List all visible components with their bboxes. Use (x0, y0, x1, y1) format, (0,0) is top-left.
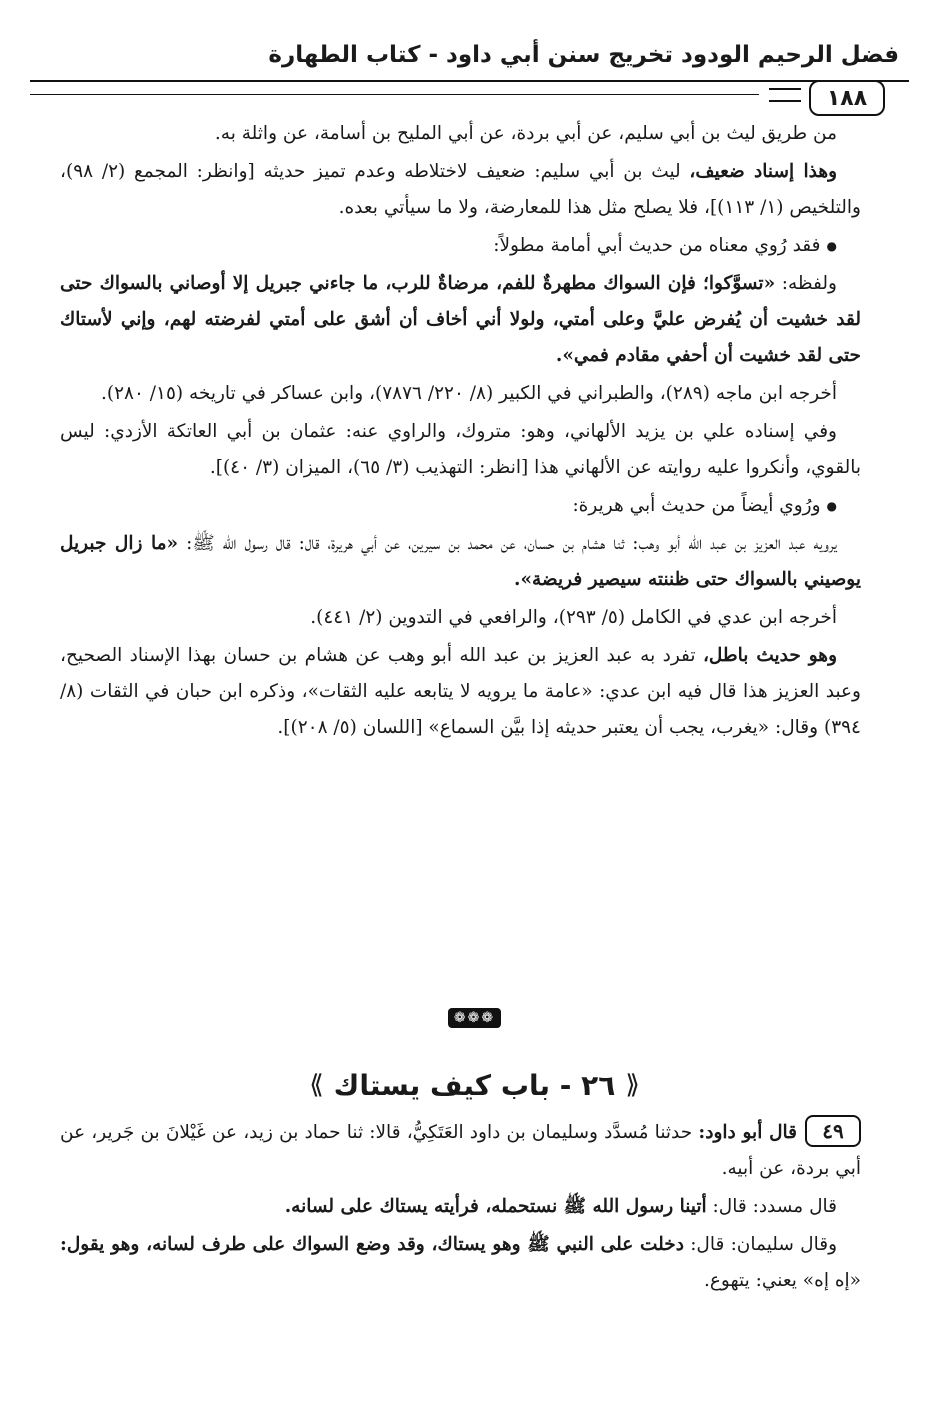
paragraph-4: أخرجه ابن ماجه (٢٨٩)، والطبراني في الكبير (٨/ ٢٢٠/ ٧٨٧٦)، وابن عساكر في تاريخه (١٥/ ٢٨٠). (100, 383, 837, 404)
flourish-left-icon: ⟫ (309, 1070, 324, 1100)
hadith-block (60, 1115, 861, 1301)
page-number-frame (769, 80, 909, 116)
paragraph-2 (60, 154, 861, 226)
hadith-line-2-intro: قال مسدد: قال: (706, 1196, 837, 1217)
chapter-heading (0, 1050, 949, 1120)
section-divider (0, 1006, 949, 1028)
paragraph-1: من طريق ليث بن أبي سليم، عن أبي بردة، عن أبي المليح بن أسامة، عن واثلة به. (214, 123, 837, 144)
paragraph-8 (60, 638, 861, 746)
paragraph-2-bold: وهذا إسناد ضعيف، (689, 161, 838, 182)
paragraph-6 (60, 526, 861, 598)
ornament-icon: ❁❁❁ (448, 1008, 501, 1028)
paragraph-3-bold: «تسوَّكوا؛ فإن السواك مطهرةٌ للفم، مرضاةٌ للرب، ما جاءني جبريل إلا أوصاني بالسواك حتى لقد خشيت أن يُفرض عليَّ وعلى أمتي، ولولا أني أخاف أن أشق على أمتي لفرضته لهم، وإني لأستاك حتى لقد خشيت أن أحفي مقادم فمي». (60, 273, 861, 366)
bullet-paragraph-2 (60, 488, 861, 524)
page-number: ١٨٨ (809, 80, 885, 116)
page-number-lines (769, 88, 801, 102)
bullet-paragraph-1 (60, 228, 861, 264)
hadith-line-1-rest: حدثنا مُسدَّد وسليمان بن داود العَتَكِيُّ، قالا: ثنا حماد بن زيد، عن غَيْلانَ بن جَرير، عن أبي بردة، عن أبيه. (60, 1122, 861, 1179)
paragraph-2-rest: ليث بن أبي سليم: ضعيف لاختلاطه وعدم تميز حديثه [وانظر: المجمع (٢/ ٩٨)، والتلخيص (١/ ١١٣)]، فلا يصلح مثل هذا للمعارضة، ولا ما سيأتي بعده. (60, 161, 861, 218)
chapter-heading-inner (299, 1069, 650, 1102)
header-rule-thin (30, 94, 759, 95)
paragraph-6-bold: «ما زال جبريل يوصيني بالسواك حتى ظننته سيصير فريضة». (60, 533, 861, 590)
hadith-line-1-bold: قال أبو داود: (698, 1122, 797, 1143)
hadith-line-3 (60, 1227, 861, 1299)
bullet-icon: ● (826, 499, 837, 513)
running-title: فضل الرحيم الودود تخريج سنن أبي داود - كتاب الطهارة (268, 42, 899, 68)
flourish-right-icon: ⟪ (625, 1070, 640, 1100)
paragraph-8-bold: وهو حديث باطل، (702, 645, 837, 666)
main-text (60, 116, 861, 748)
hadith-number: ٤٩ (805, 1115, 861, 1147)
bullet-2-text: ورُوي أيضاً من حديث أبي هريرة: (572, 495, 821, 516)
hadith-line-2 (60, 1189, 861, 1225)
paragraph-7: أخرجه ابن عدي في الكامل (٥/ ٢٩٣)، والرافعي في التدوين (٢/ ٤٤١). (310, 607, 837, 628)
hadith-line-1 (60, 1115, 861, 1187)
bullet-1-text: فقد رُوي معناه من حديث أبي أمامة مطولاً: (493, 235, 821, 256)
hadith-line-2-bold: أتينا رسول الله ﷺ نستحمله، فرأيته يستاك على لسانه. (284, 1196, 707, 1217)
paragraph-6-intro: يرويه عبد العزيز بن عبد الله أبو وهب: ثنا هشام بن حسان، عن محمد بن سيرين، عن أبي هريرة، قال: قال رسول الله ﷺ: (178, 533, 837, 554)
paragraph-3-intro: ولفظه: (775, 273, 837, 294)
paragraph-3 (60, 266, 861, 374)
bullet-icon: ● (826, 239, 837, 253)
hadith-line-3-intro: وقال سليمان: قال: (683, 1234, 837, 1255)
hadith-line-3-bold: دخلت على النبي ﷺ وهو يستاك، وقد وضع السواك على طرف لسانه، وهو يقول: (60, 1234, 684, 1255)
hadith-line-3-rest: «إه إه» يعني: يتهوع. (704, 1270, 861, 1291)
paragraph-5: وفي إسناده علي بن يزيد الألهاني، وهو: متروك، والراوي عنه: عثمان بن أبي العاتكة الأزدي: ليس بالقوي، وأنكروا عليه روايته عن الألهاني هذا [انظر: التهذيب (٣/ ٦٥)، الميزان (٣/ ٤٠)]. (60, 421, 861, 478)
page-header (30, 28, 909, 111)
paragraph-8-rest: تفرد به عبد العزيز بن عبد الله أبو وهب عن هشام بن حسان بهذا الإسناد الصحيح، وعبد العزيز هذا قال فيه ابن عدي: «عامة ما يرويه لا يتابعه عليه الثقات»، وذكره ابن حبان في الثقات (٨/ ٣٩٤) وقال: «يغرب، يجب أن يعتبر حديثه إذا بيَّن السماع» [اللسان (٥/ ٢٠٨)]. (60, 645, 861, 738)
chapter-title: ٢٦ - باب كيف يستاك (333, 1068, 616, 1102)
